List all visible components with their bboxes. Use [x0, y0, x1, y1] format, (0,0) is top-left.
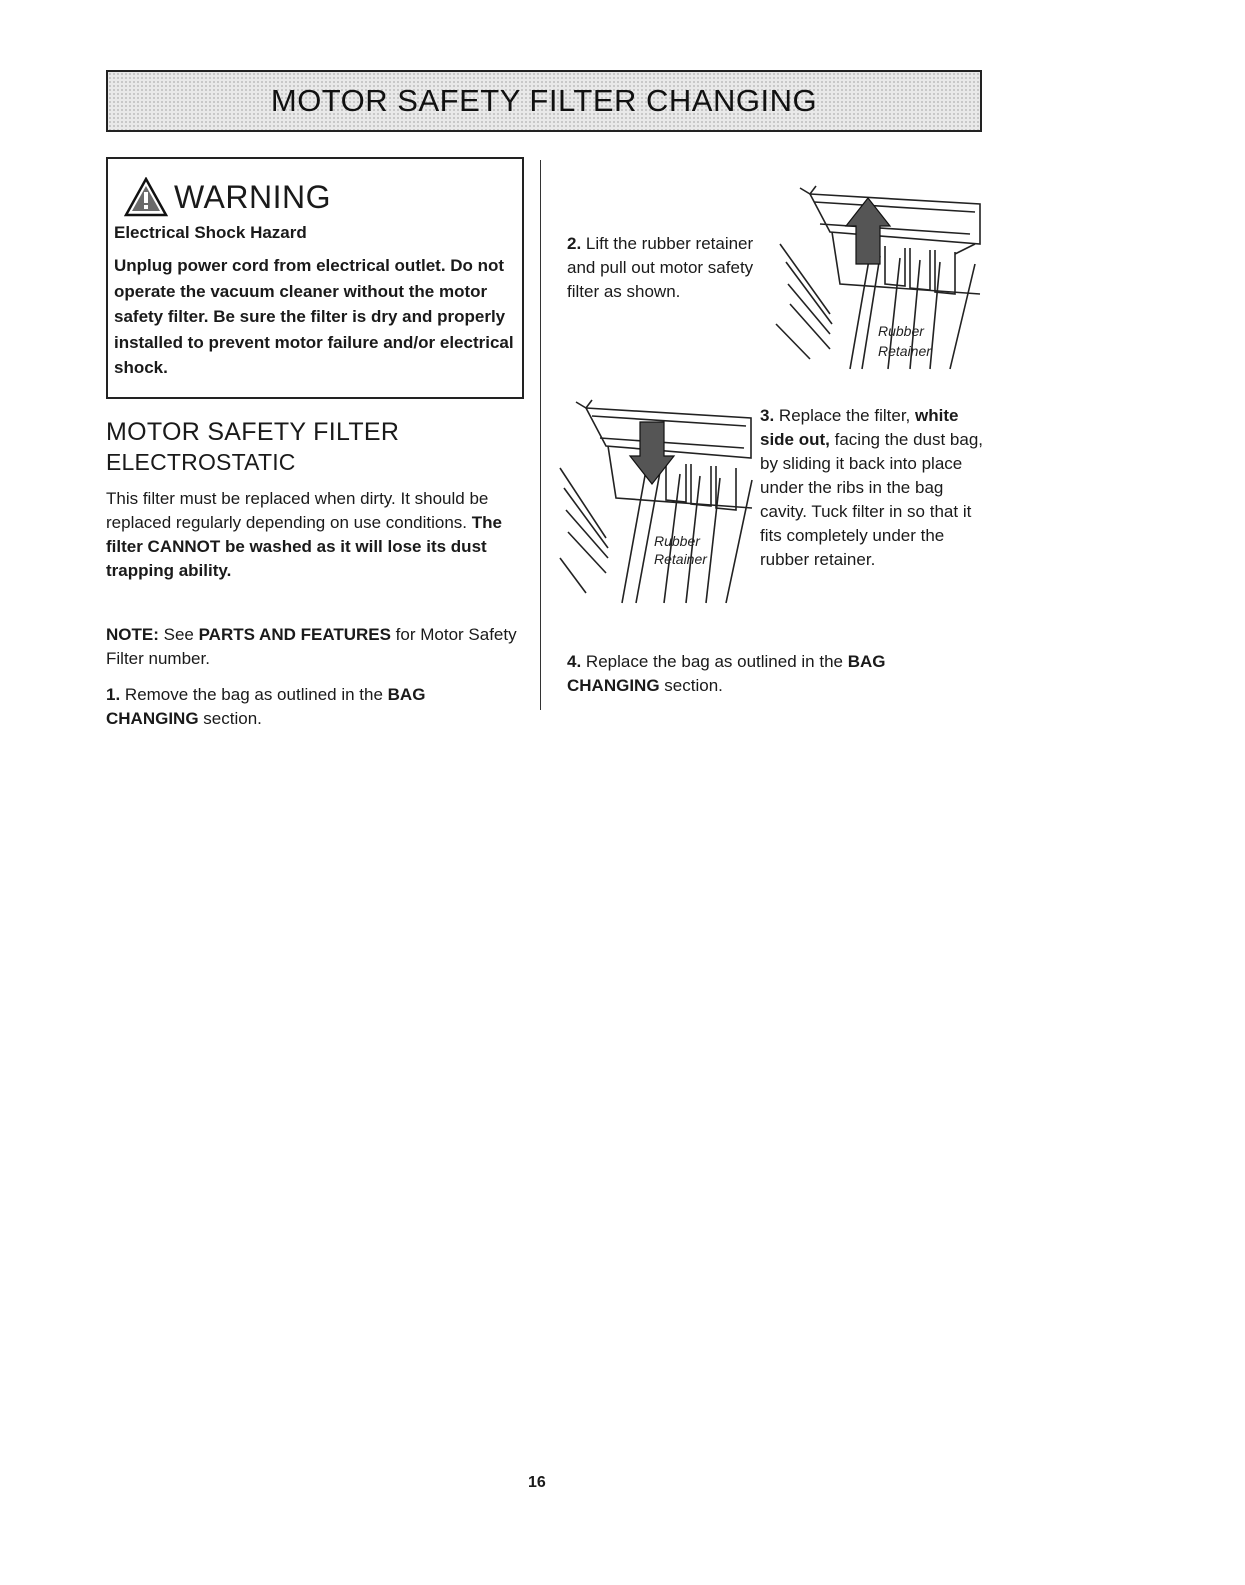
section-banner [106, 70, 982, 132]
step-1-number: 1. [106, 685, 121, 704]
replace-filter-illustration [556, 398, 756, 608]
step-1-post: section. [198, 709, 262, 728]
retainer-label-line1-fig2: Rubber [654, 533, 700, 549]
step-2 [567, 232, 767, 304]
warning-body: Unplug power cord from electrical outlet. Do not operate the vacuum cleaner without the motor safety filter. Be sure the filter is dry and properly installed to prevent motor failure and/or electrical shock. [114, 256, 514, 377]
section-heading: MOTOR SAFETY FILTER [106, 418, 400, 446]
retainer-label-line2: Retainer [878, 343, 931, 359]
page-number: 16 [528, 1474, 546, 1491]
warning-triangle-icon [124, 177, 168, 217]
note-pre: See [158, 625, 199, 644]
warning-box [106, 157, 524, 399]
arrow-up-icon [846, 198, 890, 264]
note-paragraph [106, 623, 518, 671]
warning-hazard: Electrical Shock Hazard [114, 223, 307, 242]
note-label: NOTE: [106, 625, 159, 644]
banner-title: MOTOR SAFETY FILTER CHANGING [270, 83, 818, 118]
column-divider [540, 160, 541, 710]
intro-paragraph [106, 487, 518, 583]
note-bold: PARTS AND FEATURES [198, 625, 391, 644]
warning-header [124, 177, 331, 217]
retainer-label-line2-fig2: Retainer [654, 551, 707, 567]
intro-text: This filter must be replaced when dirty. It should be replaced regularly depending on use conditions. [106, 489, 489, 532]
intro-bold-text: The filter CANNOT be washed as it will lose its dust trapping ability. [106, 513, 502, 580]
step-2-number: 2. [567, 234, 582, 253]
step-1-bold: BAG CHANGING [106, 685, 426, 728]
step-4-number: 4. [567, 652, 582, 671]
step-1-pre: Remove the bag as outlined in the [120, 685, 388, 704]
step-4-bold: BAG CHANGING [567, 652, 886, 695]
step-2-text: Lift the rubber retainer and pull out motor safety filter as shown. [567, 234, 754, 301]
retainer-label-line1: Rubber [878, 323, 924, 339]
step-3-bold: white side out, [760, 406, 959, 449]
step-4-pre: Replace the bag as outlined in the [581, 652, 848, 671]
step-1 [106, 683, 518, 731]
step-4 [567, 650, 977, 698]
step-3 [760, 404, 985, 572]
step-3-post: facing the dust bag, by sliding it back into place under the ribs in the bag cavity. Tuck filter in so that it fits completely under the rubber retainer. [760, 430, 984, 569]
arrow-down-icon [630, 422, 674, 484]
warning-title: WARNING [174, 178, 331, 215]
step-3-pre: Replace the filter, [774, 406, 915, 425]
step-3-number: 3. [760, 406, 775, 425]
lift-retainer-illustration [770, 184, 990, 374]
section-subheading: ELECTROSTATIC [106, 449, 296, 475]
step-4-post: section. [659, 676, 723, 695]
note-post: for Motor Safety Filter number. [106, 625, 517, 668]
